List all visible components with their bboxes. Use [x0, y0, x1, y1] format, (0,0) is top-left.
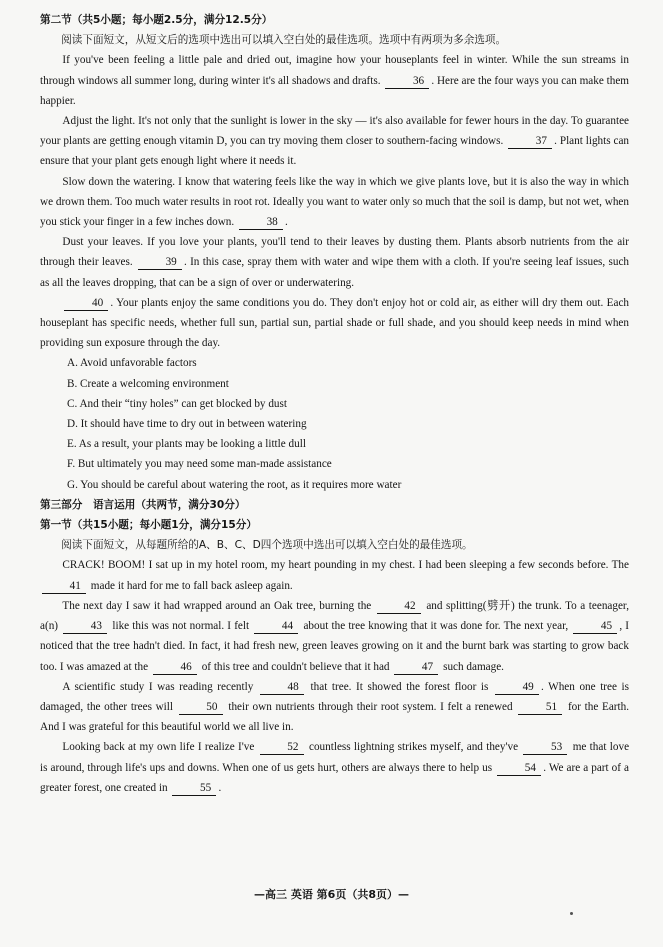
option-a: A. Avoid unfavorable factors	[67, 357, 197, 370]
blank-49: 49	[495, 680, 539, 695]
blank-46: 46	[153, 660, 197, 675]
passage2-paragraph-4: Looking back at my own life I realize I've 52 countless lightning strikes myself, and they've 53 me that love is around, through life's ups and downs. When one of us gets hurt, others are always there to help us 54 . We are a part of a greater forest, one created in 55 .	[40, 741, 630, 794]
passage1-paragraph-5: 40 . Your plants enjoy the same conditions you do. They don't enjoy hot or cold air, as either will dry them out. Each houseplant has specific needs, whether full sun, partial sun, partial shade or full shade, and you should keep needs in mind when providing sun exposure through the day.	[40, 296, 629, 350]
section-title: 第二节（共5小题；每小题2.5分，满分12.5分）	[40, 14, 273, 26]
passage1-paragraph-4: Dust your leaves. If you love your plants, you'll tend to their leaves by dusting them. Plants absorb nutrients from the air through their leaves. 39 . In this case, spray them with water and wipe them with a cloth. If you're seeing leaf issues, such as all the leaves dropping, that can be a sign of over or underwatering.	[40, 236, 630, 289]
blank-45: 45	[573, 619, 617, 634]
passage2-paragraph-3: A scientific study I was reading recently 48 that tree. It showed the forest floor is 49 . When one tree is damaged, the other trees will 50 their own nutrients through their root system. I felt a renewed 51 for the Earth. And I was grateful for this beautiful world we all live in.	[40, 680, 630, 734]
blank-42: 42	[377, 599, 421, 614]
option-e: E. As a result, your plants may be looking a little dull	[67, 438, 306, 451]
option-f: F. But ultimately you may need some man-made assistance	[67, 458, 332, 471]
passage2-paragraph-1: CRACK! BOOM! I sat up in my hotel room, my heart pounding in my chest. I had been sleeping a few seconds before. The 41 made it hard for me to fall back asleep again.	[40, 555, 629, 595]
option-g: G. You should be careful about watering the root, as it requires more water	[67, 478, 402, 491]
blank-43: 43	[63, 619, 107, 634]
blank-41: 41	[42, 579, 86, 594]
scan-speck	[570, 912, 573, 915]
blank-51: 51	[518, 700, 562, 715]
option-c: C. And their “tiny holes” can get blocked by dust	[67, 397, 287, 410]
blank-48: 48	[260, 680, 304, 695]
page-footer: —高三 英语 第6页（共8页）—	[254, 888, 409, 901]
part-title: 第三部分 语言运用（共两节，满分30分）	[40, 498, 246, 511]
blank-53: 53	[523, 740, 567, 755]
blank-40: 40	[64, 296, 108, 311]
section-instructions-2: 阅读下面短文，从每题所给的A、B、C、D四个选项中选出可以填入空白处的最佳选项。	[61, 539, 473, 552]
blank-54: 54	[497, 761, 541, 776]
blank-52: 52	[260, 740, 304, 755]
blank-37: 37	[508, 134, 552, 149]
blank-44: 44	[254, 619, 298, 634]
passage1-paragraph-3: Slow down the watering. I know that watering feels like the way in which we give plants love, but it is also the way in which we drown them. Too much water results in root rot. Ideally you want to water only so much that the soil is damp, but not wet, when you stick your finger in a few inches down. 38 .	[40, 175, 629, 229]
blank-50: 50	[179, 700, 223, 715]
passage1-paragraph-1: If you've been feeling a little pale and dried out, imagine how your houseplants feel in winter. While the sun streams in through windows all summer long, during winter it's all shadows and drafts. 36 . Here are the four ways you can make them happier.	[40, 54, 630, 107]
blank-47: 47	[394, 660, 438, 675]
passage2-paragraph-2: The next day I saw it had wrapped around an Oak tree, burning the 42 and splitting(劈开) the trunk. To a teenager, a(n) 43 like this was not normal. I felt 44 about the tree knowing that it was done for. The next year, 45 , I noticed that the tree hadn't died. In fact, it had fresh new, green leaves growing on it and the burnt bark was starting to grow back too. I was amazed at the 46 of this tree and couldn't believe that it had 47 such damage.	[40, 599, 630, 673]
blank-55: 55	[172, 781, 216, 796]
passage1-paragraph-2: Adjust the light. It's not only that the sunlight is lower in the sky — it's also available for fewer hours in the day. To guarantee your plants are getting enough vitamin D, you can try moving them closer to southern-facing windows. 37 . Plant lights can ensure that your plant gets enough light where it needs it.	[40, 115, 630, 168]
blank-39: 39	[138, 255, 182, 270]
blank-38: 38	[239, 215, 283, 230]
section-title-2: 第一节（共15小题；每小题1分，满分15分）	[40, 519, 257, 532]
option-b: B. Create a welcoming environment	[67, 377, 229, 390]
option-d: D. It should have time to dry out in between watering	[67, 418, 307, 431]
section-instructions: 阅读下面短文，从短文后的选项中选出可以填入空白处的最佳选项。选项中有两项为多余选项。	[61, 34, 507, 47]
blank-36: 36	[385, 74, 429, 89]
